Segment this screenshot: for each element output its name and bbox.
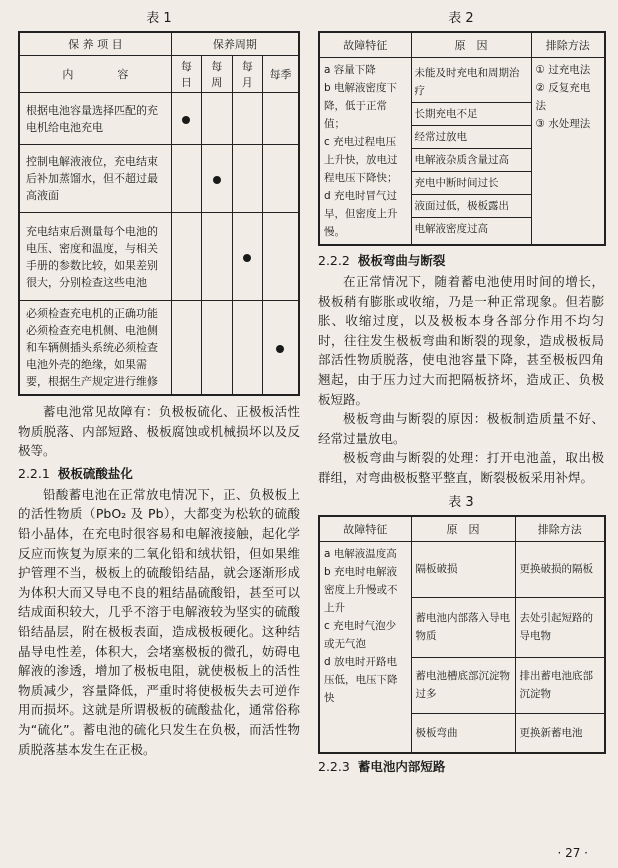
right-column: [318, 10, 604, 778]
fault-table-3: [318, 515, 606, 755]
header-method: 排除方法: [515, 516, 605, 542]
table-row: [19, 93, 299, 145]
intro-paragraph: 蓄电池常见故障有：负极板硫化、正极板活性物质脱落、内部短路、极板腐蚀或机械损坏以及反极等。: [18, 404, 300, 459]
header-method: 排除方法: [531, 32, 605, 58]
cause-item: 长期充电不足: [412, 102, 531, 125]
header-cause: 原 因: [411, 32, 531, 58]
period-weekly: 每周: [202, 56, 232, 93]
table-row: [19, 301, 299, 396]
method-item: 更换破损的隔板: [515, 541, 605, 597]
cause-item: 极板弯曲: [411, 713, 515, 753]
left-column: [18, 10, 300, 759]
table1-caption: 表 1: [146, 11, 172, 26]
schedule-dot: [213, 176, 221, 184]
bending-paragraph-2: 极板弯曲与断裂的原因：极板制造质量不好、经常过量放电。: [318, 411, 604, 446]
fault-table-2: [318, 31, 606, 246]
cause-item: 充电中断时间过长: [412, 171, 531, 194]
period-daily: 每日: [171, 56, 201, 93]
row-text: 必须检查充电机的正确功能必须检查充电机侧、电池侧和车辆侧插头系统必须检查电池外壳的绝缘，如果需要，根据生产规定进行维修: [19, 301, 171, 396]
method-item: 更换新蓄电池: [515, 713, 605, 753]
section-heading-222: 2.2.2 极板弯曲与断裂: [318, 253, 446, 268]
table-row: [19, 145, 299, 213]
schedule-dot: [276, 345, 284, 353]
table-row: [19, 213, 299, 301]
remedy-methods: ① 过充电法 ② 反复充电法 ③ 水处理法: [531, 58, 605, 246]
schedule-dot: [243, 254, 251, 262]
header-feature: 故障特征: [319, 516, 411, 542]
page-number: · 27 ·: [557, 846, 588, 860]
fault-features: a 电解液温度高 b 充电时电解液密度上升慢或不上升 c 充电时气泡少或无气泡 d 放电时开路电压低，电压下降快: [319, 541, 411, 753]
bending-paragraph-3: 极板弯曲与断裂的处理：打开电池盖，取出极群组，对弯曲极板整平整直，断裂极板采用补焊。: [318, 450, 604, 485]
section-heading-221: 2.2.1 极板硫酸盐化: [18, 465, 133, 481]
sulfation-paragraph: 铅酸蓄电池在正常放电情况下，正、负极板上的活性物质（PbO₂ 及 Pb），大都变为松软的硫酸铅小晶体，在充电时很容易和电解液接触，起化学反应而恢复为原来的二氧化铅和绒状铅，但如果维护管理不当，极板上的硫酸铅结晶，就会逐渐形成为体积大而又导电不良的粗结晶硫酸铅，甚至可以结成面积较大，几乎不溶于电解液较为坚实的硫酸铅结晶层，附在极板表面，造成极板硬化。这种结晶导电性差，体积大，会堵塞极板的微孔，妨碍电解液的渗透，增加了极板电阻，就使极板上的活性物质减少，容量降低，严重时将使极板失去可逆作用而损坏。这就是所谓极板的硫酸盐化，通常俗称为“硫化”。蓄电池的硫化只发生在负极，而活性物质脱落基本发生在正极。: [18, 486, 300, 757]
cause-item: 蓄电池槽底部沉淀物过多: [411, 657, 515, 713]
table2-caption: 表 2: [448, 11, 474, 26]
fault-features: a 容量下降 b 电解液密度下降，低于正常值； c 充电过程电压上升快，放电过程电压下降快； d 充电时冒气过早，但密度上升慢。: [319, 58, 411, 246]
header-content: 内 容: [19, 56, 171, 93]
method-item: 排出蓄电池底部沉淀物: [515, 657, 605, 713]
period-quarterly: 每季: [262, 56, 299, 93]
row-text: 控制电解液液位，充电结束后补加蒸馏水，但不超过最高液面: [19, 145, 171, 213]
cause-item: 未能及时充电和周期治疗: [414, 67, 520, 97]
maintenance-table: [18, 31, 300, 396]
method-item: 去处引起短路的导电物: [515, 597, 605, 657]
cause-item: 电解液杂质含量过高: [412, 148, 531, 171]
cause-item: 液面过低，极板露出: [412, 194, 531, 217]
cause-list: [411, 58, 531, 246]
schedule-dot: [182, 116, 190, 124]
period-monthly: 每月: [232, 56, 262, 93]
table3-caption: 表 3: [448, 494, 474, 510]
bending-paragraph-1: 在正常情况下，随着蓄电池使用时间的增长，极板稍有膨胀或收缩，乃是一种正常现象。但若膨胀、收缩过度，以及极板本身各部分作用不均匀时，往往发生极板弯曲和断裂的现象，造成极板局部活性物质脱落，使电池容量下降，甚至极板四角翘起，由于压力过大而把隔板挤坏，造成正、负极板短路。: [318, 274, 604, 407]
cause-item: 隔板破损: [411, 541, 515, 597]
header-item: 保 养 项 目: [19, 32, 171, 56]
row-text: 充电结束后测量每个电池的电压、密度和温度，与相关手册的参数比较，如果差别很大，分别检查这些电池: [19, 213, 171, 301]
header-period: 保养周期: [171, 32, 299, 56]
cause-item: 蓄电池内部落入导电物质: [411, 597, 515, 657]
header-cause: 原 因: [411, 516, 515, 542]
header-feature: 故障特征: [319, 32, 411, 58]
row-text: 根据电池容量选择匹配的充电机给电池充电: [19, 93, 171, 145]
cause-item: 电解液密度过高: [412, 217, 531, 240]
cause-item: 经常过放电: [412, 125, 531, 148]
section-heading-223: 2.2.3 蓄电池内部短路: [318, 759, 446, 775]
